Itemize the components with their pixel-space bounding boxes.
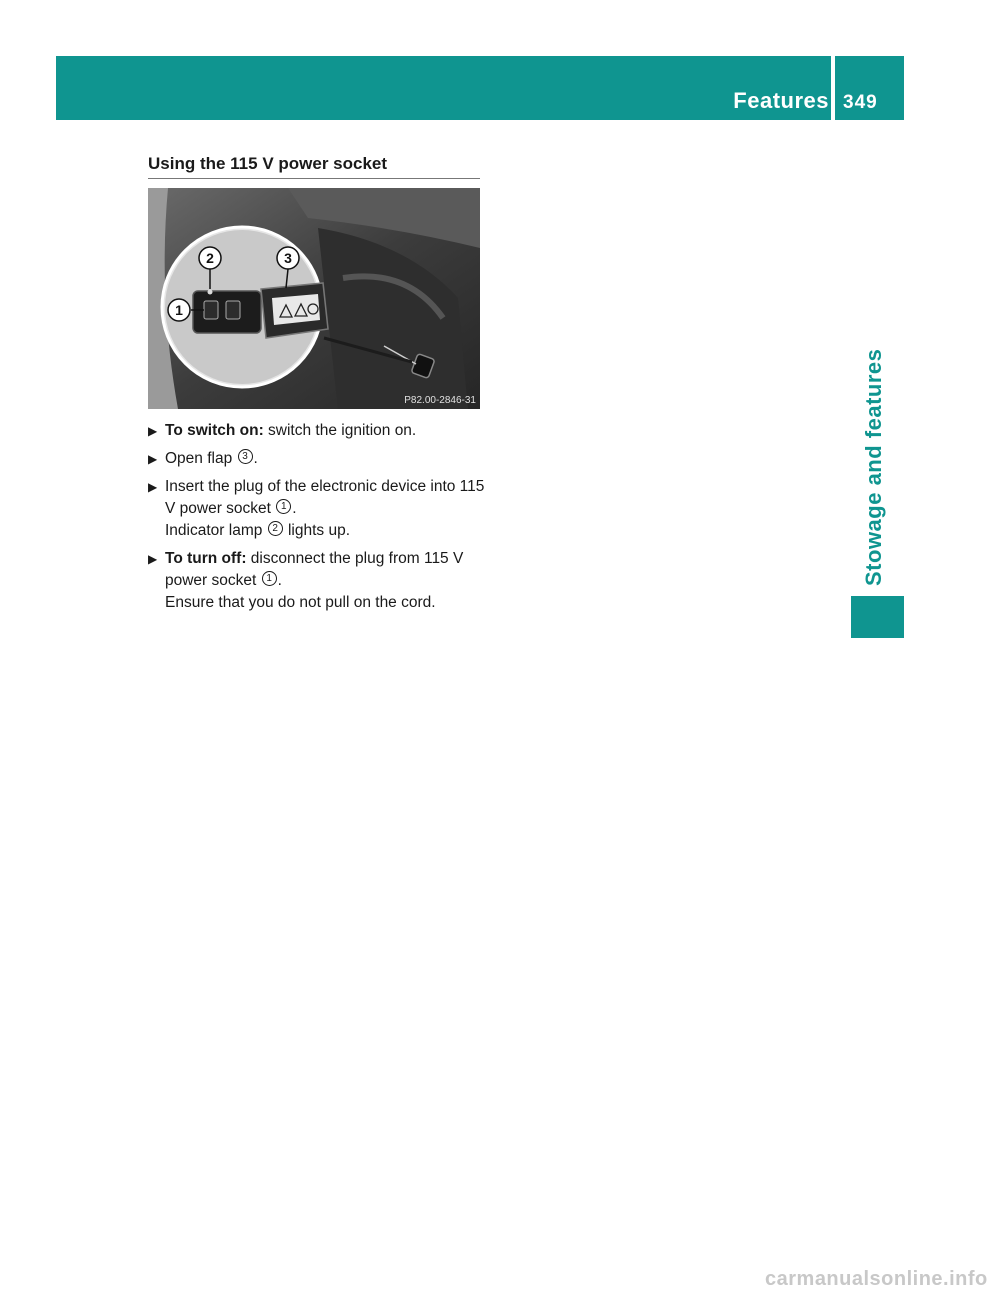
step-insert-plug [148,476,488,542]
step-text: switch the ignition on. [263,422,417,439]
step-arrow-icon: ▶ [148,480,158,494]
footer-watermark: carmanualsonline.info [765,1268,988,1290]
step-bold-label: To switch on: [165,422,264,439]
step-text: Insert the plug of the electronic device into 115 V power socket [165,478,485,517]
step-text-end: . [292,500,297,517]
side-tab-label: Stowage and features [861,348,886,586]
page-number: 349 [843,92,878,113]
power-socket-illustration [148,188,480,409]
ref-number: 3 [238,449,253,464]
header-divider [831,56,835,120]
step-note: Ensure that you do not pull on the cord. [165,594,436,611]
step-note-end: lights up. [283,522,351,539]
figure-code: P82.00-2846-31 [404,395,476,406]
callout-1 [168,299,190,321]
step-arrow-icon: ▶ [148,552,158,566]
step-note: Indicator lamp [165,522,267,539]
header-bar [56,56,904,120]
step-text-end: . [277,572,282,589]
chapter-title: Features [733,88,829,113]
ref-number: 1 [276,499,291,514]
step-text-end: . [253,450,258,467]
step-arrow-icon: ▶ [148,424,158,438]
step-open-flap [148,448,488,470]
ref-number: 2 [268,521,283,536]
callout-3 [277,247,299,269]
section-divider [148,178,480,179]
svg-text:2: 2 [206,250,214,266]
side-tab-marker [851,596,904,638]
step-text: disconnect the plug from 115 V power socket [165,550,464,589]
section-title: Using the 115 V power socket [148,154,388,173]
socket-photo [148,188,480,409]
step-text: Open flap [165,450,237,467]
step-bold-label: To turn off: [165,550,247,567]
svg-text:3: 3 [284,250,292,266]
svg-text:1: 1 [175,302,183,318]
ref-number: 1 [262,571,277,586]
step-turn-off [148,548,488,614]
step-switch-on [148,420,488,442]
callout-2 [199,247,221,269]
step-arrow-icon: ▶ [148,452,158,466]
instruction-list [148,420,488,620]
